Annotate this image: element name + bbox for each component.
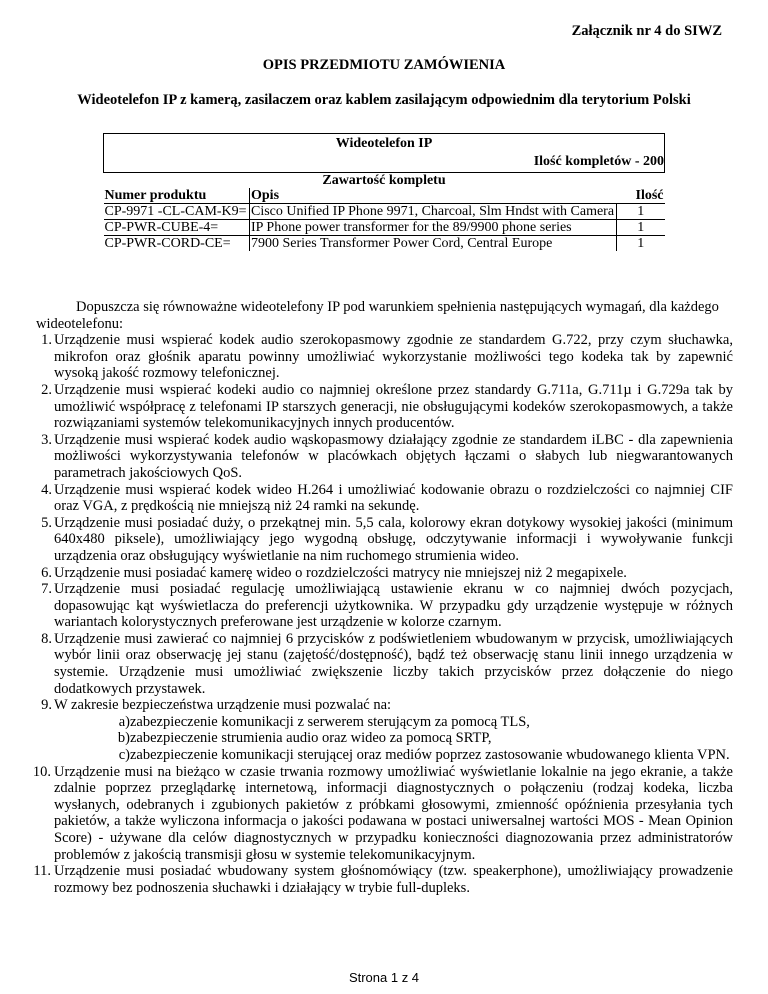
item-number: 5. bbox=[41, 514, 52, 531]
document-subtitle: Wideotelefon IP z kamerą, zasilaczem oraz kablem zasilającym odpowiednim dla terytorium Polski bbox=[77, 92, 691, 108]
table-contents-header: Zawartość kompletu bbox=[322, 173, 446, 188]
sublist-item bbox=[114, 714, 733, 731]
sublist-item bbox=[114, 747, 733, 764]
sub-text: zabezpieczenie komunikacji sterującej oraz mediów poprzez zastosowanie wbudowanego klienta VPN. bbox=[130, 747, 730, 764]
sub-letter: b) bbox=[117, 730, 130, 747]
sub-letter: c) bbox=[118, 747, 130, 764]
item-text: W zakresie bezpieczeństwa urządzenie musi pozwalać na: bbox=[54, 697, 392, 714]
table-main-header: Wideotelefon IP bbox=[104, 134, 665, 155]
document-body bbox=[32, 299, 733, 896]
column-header-qty: Ilość bbox=[635, 188, 664, 203]
product-qty: 1 bbox=[617, 204, 665, 220]
column-header-product: Numer produktu bbox=[104, 188, 207, 203]
list-item bbox=[36, 565, 733, 582]
item-text: Urządzenie musi posiadać kamerę wideo o rozdzielczości matrycy nie mniejszej niż 2 megapixele. bbox=[54, 564, 627, 581]
item-text: Urządzenie musi wspierać kodek audio szerokopasmowy zgodnie ze standardem G.722, przy czym słuchawka, mikrofon oraz głośnik aparatu powinny umożliwiać wykorzystanie możliwości tego kodeka tak by zapewnić wysoką jakość rozmowy telefonicznej. bbox=[54, 332, 733, 382]
item-number: 6. bbox=[41, 564, 52, 581]
item-text: Urządzenie musi posiadać wbudowany system głośnomówiący (tzw. speakerphone), umożliwiający prowadzenie rozmowy bez podnoszenia słuchawki i działający w trybie full-dupleks. bbox=[54, 863, 733, 896]
intro-paragraph: Dopuszcza się równoważne wideotelefony IP pod warunkiem spełnienia następujących wymagań, dla każdego wideotelefonu: bbox=[36, 299, 719, 332]
sub-text: zabezpieczenie strumienia audio oraz wideo za pomocą SRTP, bbox=[130, 730, 492, 747]
product-number: CP-PWR-CUBE-4= bbox=[104, 220, 250, 236]
product-qty: 1 bbox=[617, 220, 665, 236]
document-title: OPIS PRZEDMIOTU ZAMÓWIENIA bbox=[262, 57, 506, 73]
page-number-footer: Strona 1 z 4 bbox=[348, 970, 420, 985]
list-item bbox=[36, 581, 733, 631]
item-text: Urządzenie musi wspierać kodek audio wąskopasmowy działający zgodnie ze standardem iLBC - dla zapewnienia możliwości wykorzystywania telefonów w placówkach objętych łączami o słabych lub niegwarantowanych parametrach jakościowych QoS. bbox=[54, 431, 733, 481]
list-item bbox=[36, 515, 733, 565]
security-sublist bbox=[54, 714, 733, 764]
item-number: 8. bbox=[41, 630, 52, 647]
sublist-item bbox=[114, 730, 733, 747]
product-description: IP Phone power transformer for the 89/9900 phone series bbox=[250, 220, 617, 236]
product-spec-table bbox=[103, 133, 665, 251]
item-number: 1. bbox=[41, 332, 52, 349]
item-number: 7. bbox=[41, 581, 52, 598]
list-item bbox=[36, 332, 733, 382]
product-description: 7900 Series Transformer Power Cord, Central Europe bbox=[250, 236, 617, 252]
item-number: 4. bbox=[41, 481, 52, 498]
product-number: CP-9971 -CL-CAM-K9= bbox=[104, 204, 250, 220]
table-row bbox=[104, 220, 665, 236]
table-quantity-header: Ilość kompletów - 200 bbox=[104, 154, 665, 173]
attachment-label: Załącznik nr 4 do SIWZ bbox=[571, 23, 722, 39]
item-text: Urządzenie musi wspierać kodeki audio co najmniej określone przez standardy G.711a, G.711µ i G.729a tak by umożliwić współpracę z telefonami IP starszych generacji, nie obsługującymi kodeków szerokopasmowych, a także rozwiązaniami systemów telekomunikacyjnych innych producentów. bbox=[54, 381, 733, 432]
item-text: Urządzenie musi na bieżąco w czasie trwania rozmowy umożliwiać wyświetlanie lokalnie na jego ekranie, a także zdalnie poprzez przeglądarkę internetową, informacji diagnostycznych o połączeniu (rodzaj kodeka, liczba wysłanych, odebranych i zgubionych pakietów z próbkami głosowymi, zmienność opóźnienia przesyłania tych pakietów, a także wyliczona informacja o jakości podawana w postaci uniwersalnej wartości MOS - Mean Opinion Score) - używane dla celów diagnostycznych w przypadku konieczności diagnozowania przez administratorów problemów z jakością transmisji głosu w systemie telekomunikacyjnym. bbox=[54, 763, 733, 863]
sub-text: zabezpieczenie komunikacji z serwerem sterującym za pomocą TLS, bbox=[130, 713, 530, 730]
list-item bbox=[33, 863, 733, 896]
product-number: CP-PWR-CORD-CE= bbox=[104, 236, 250, 252]
item-number: 3. bbox=[41, 431, 52, 448]
item-number: 9. bbox=[41, 697, 52, 714]
table-column-headers bbox=[104, 188, 665, 204]
list-item bbox=[36, 482, 733, 515]
list-item bbox=[36, 432, 733, 482]
column-header-description: Opis bbox=[250, 188, 617, 204]
item-text: Urządzenie musi posiadać regulację umożliwiającą ustawienie ekranu w co najmniej dwóch pozycjach, dopasowując kąt wyświetlacza do preferencji użytkownika. W przypadku gdy urządzenie występuje w różnych wariantach kolorystycznych preferowane jest urządzenie w kolorze czarnym. bbox=[54, 581, 733, 631]
table-row bbox=[104, 204, 665, 220]
item-number: 2. bbox=[41, 381, 52, 398]
item-text: Urządzenie musi wspierać kodek wideo H.264 i umożliwiać kodowanie obrazu o rozdzielczości co najmniej CIF oraz VGA, z prędkością nie mniejszą niż 24 ramki na sekundę. bbox=[54, 481, 733, 515]
table-row bbox=[104, 236, 665, 252]
requirements-list bbox=[32, 332, 733, 896]
item-text: Urządzenie musi zawierać co najmniej 6 przycisków z podświetleniem wbudowanym w przycisk, umożliwiających wybór linii oraz obserwację jej stanu (zajętość/dostępność), bądź też obserwację stanu linii innego urządzenia w systemie. Urządzenie musi umożliwiać zwiększenie liczby takich przycisków przez dołączenie do niego dodatkowych przystawek. bbox=[54, 630, 733, 697]
item-number: 11. bbox=[33, 863, 51, 880]
product-description: Cisco Unified IP Phone 9971, Charcoal, Slm Hndst with Camera bbox=[250, 204, 617, 220]
item-text: Urządzenie musi posiadać duży, o przekątnej min. 5,5 cala, kolorowy ekran dotykowy wysokiej jakości (minimum 640x480 piksele), umożliwiający jego wygodną obsługę, odczytywanie informacji i wywoływanie funkcji urządzenia oraz obsługujący wyświetlanie na nim ruchomego strumienia wideo. bbox=[54, 514, 733, 564]
item-number: 10. bbox=[32, 763, 51, 780]
list-item bbox=[36, 382, 733, 432]
list-item bbox=[36, 631, 733, 697]
list-item bbox=[32, 763, 733, 864]
sub-letter: a) bbox=[118, 713, 130, 730]
product-qty: 1 bbox=[637, 236, 645, 251]
list-item bbox=[36, 697, 733, 763]
